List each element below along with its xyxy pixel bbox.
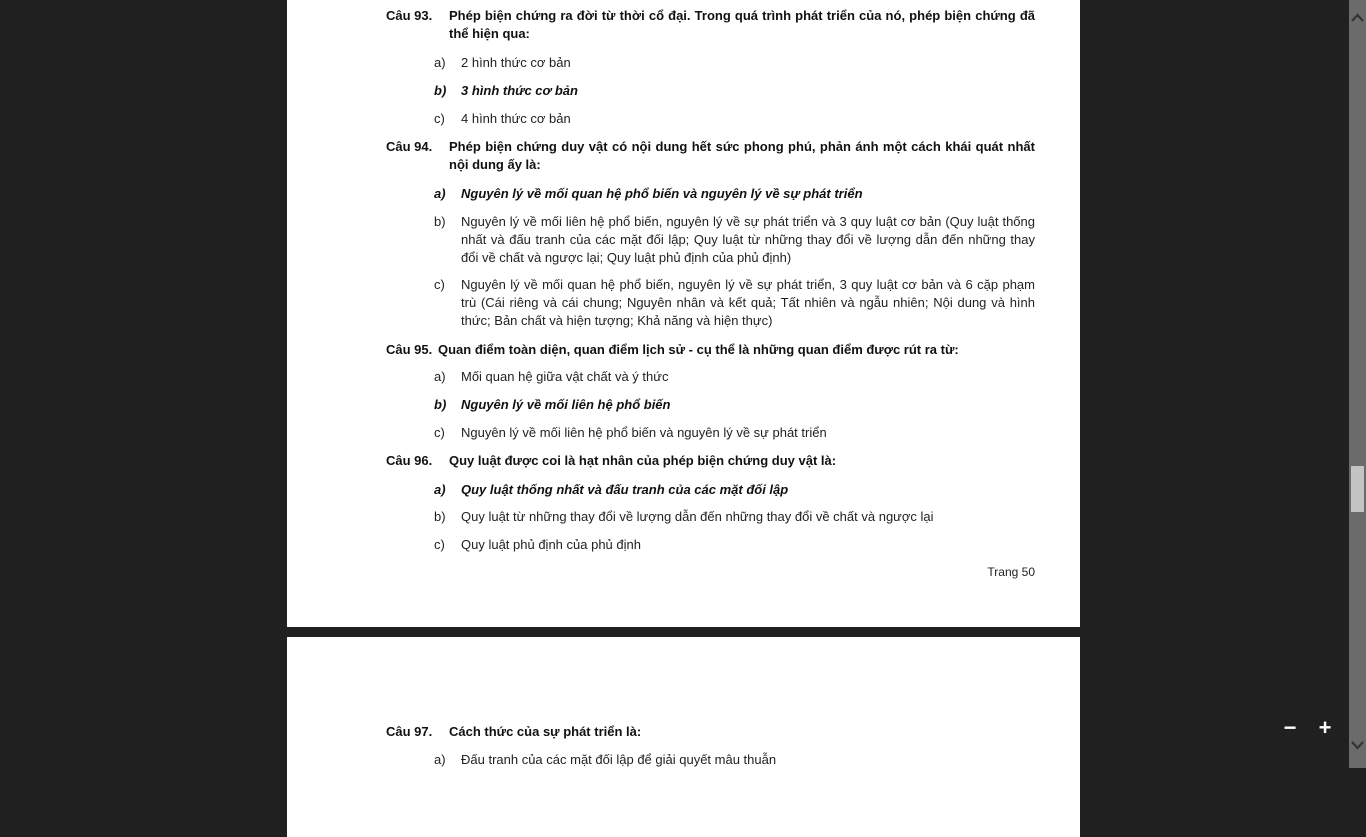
option-93-a <box>434 54 1035 72</box>
option-95-c <box>434 424 1035 442</box>
option-text: Quy luật từ những thay đổi về lượng dẫn đến những thay đổi về chất và ngược lại <box>461 509 934 524</box>
option-96-a-answer <box>434 481 1035 499</box>
option-text: 2 hình thức cơ bản <box>461 55 571 70</box>
option-text: 4 hình thức cơ bản <box>461 111 571 126</box>
option-93-b-answer <box>434 82 1035 100</box>
zoom-out-button[interactable]: − <box>1283 715 1297 740</box>
option-label: a) <box>434 55 446 70</box>
option-94-c <box>434 276 1035 330</box>
zoom-in-button[interactable]: + <box>1318 715 1332 740</box>
option-95-a <box>434 368 1035 386</box>
option-94-a-answer <box>434 185 1035 203</box>
option-text: 3 hình thức cơ bản <box>461 83 578 98</box>
option-95-b-answer <box>434 396 1035 414</box>
option-label: a) <box>434 186 446 201</box>
option-label: b) <box>434 83 447 98</box>
option-label: a) <box>434 752 446 767</box>
question-text: Phép biện chứng duy vật có nội dung hết sức phong phú, phản ánh một cách khái quát nhất nội dung ấy là: <box>449 139 1035 172</box>
option-text: Nguyên lý về mối liên hệ phổ biến và nguyên lý về sự phát triển <box>461 425 827 440</box>
document-page-50 <box>287 0 1080 627</box>
question-95 <box>386 341 1035 359</box>
option-96-c <box>434 536 1035 554</box>
option-label: b) <box>434 509 446 524</box>
question-96 <box>386 452 1035 470</box>
option-label: a) <box>434 482 446 497</box>
option-label: b) <box>434 214 446 229</box>
question-number: Câu 95. <box>386 342 433 357</box>
question-number: Câu 94. <box>386 139 433 154</box>
question-text: Cách thức của sự phát triển là: <box>449 724 642 739</box>
question-97 <box>386 723 1035 741</box>
chevron-up-icon[interactable] <box>1349 10 1366 27</box>
option-text: Nguyên lý về mối quan hệ phổ biến và nguyên lý về sự phát triển <box>461 186 863 201</box>
question-text: Phép biện chứng ra đời từ thời cổ đại. Trong quá trình phát triển của nó, phép biện chứng đã thể hiện qua: <box>449 8 1035 41</box>
option-text: Nguyên lý về mối liên hệ phổ biến, nguyên lý về sự phát triển và 3 quy luật cơ bản (Quy luật thống nhất và đấu tranh của các mặt đối lập; Quy luật từ những thay đổi về lượng dẫn đến những thay đổi về chất và ngược lại; Quy luật phủ định của phủ định) <box>461 214 1035 265</box>
option-label: c) <box>434 111 445 126</box>
option-label: c) <box>434 537 445 552</box>
chevron-down-icon[interactable] <box>1349 738 1366 755</box>
option-label: c) <box>434 425 445 440</box>
option-label: c) <box>434 277 445 292</box>
option-text: Đấu tranh của các mặt đối lập để giải quyết mâu thuẫn <box>461 752 777 767</box>
option-text: Nguyên lý về mối liên hệ phổ biến <box>461 397 671 412</box>
question-number: Câu 97. <box>386 724 433 739</box>
document-page-51 <box>287 637 1080 837</box>
option-text: Quy luật phủ định của phủ định <box>461 537 641 552</box>
question-93 <box>386 7 1035 43</box>
option-93-c <box>434 110 1035 128</box>
option-97-a <box>434 751 1035 769</box>
option-94-b <box>434 213 1035 267</box>
vertical-scrollbar[interactable] <box>1349 0 1366 768</box>
scrollbar-thumb[interactable] <box>1351 466 1364 512</box>
question-number: Câu 96. <box>386 453 433 468</box>
question-text: Quan điểm toàn diện, quan điểm lịch sử - cụ thể là những quan điểm được rút ra từ: <box>438 342 959 357</box>
page-number: Trang 50 <box>987 565 1035 579</box>
question-94 <box>386 138 1035 174</box>
option-label: a) <box>434 369 446 384</box>
question-number: Câu 93. <box>386 8 433 23</box>
option-96-b <box>434 508 1035 526</box>
option-text: Nguyên lý về mối quan hệ phổ biến, nguyên lý về sự phát triển, 3 quy luật cơ bản và 6 cặp phạm trù (Cái riêng và cái chung; Nguyên nhân và kết quả; Tất nhiên và ngẫu nhiên; Nội dung và hình thức; Bản chất và hiện tượng; Khả năng và hiện thực) <box>461 277 1035 328</box>
option-text: Quy luật thống nhất và đấu tranh của các mặt đối lập <box>461 482 789 497</box>
option-label: b) <box>434 397 447 412</box>
option-text: Mối quan hệ giữa vật chất và ý thức <box>461 369 669 384</box>
question-text: Quy luật được coi là hạt nhân của phép biện chứng duy vật là: <box>449 453 837 468</box>
